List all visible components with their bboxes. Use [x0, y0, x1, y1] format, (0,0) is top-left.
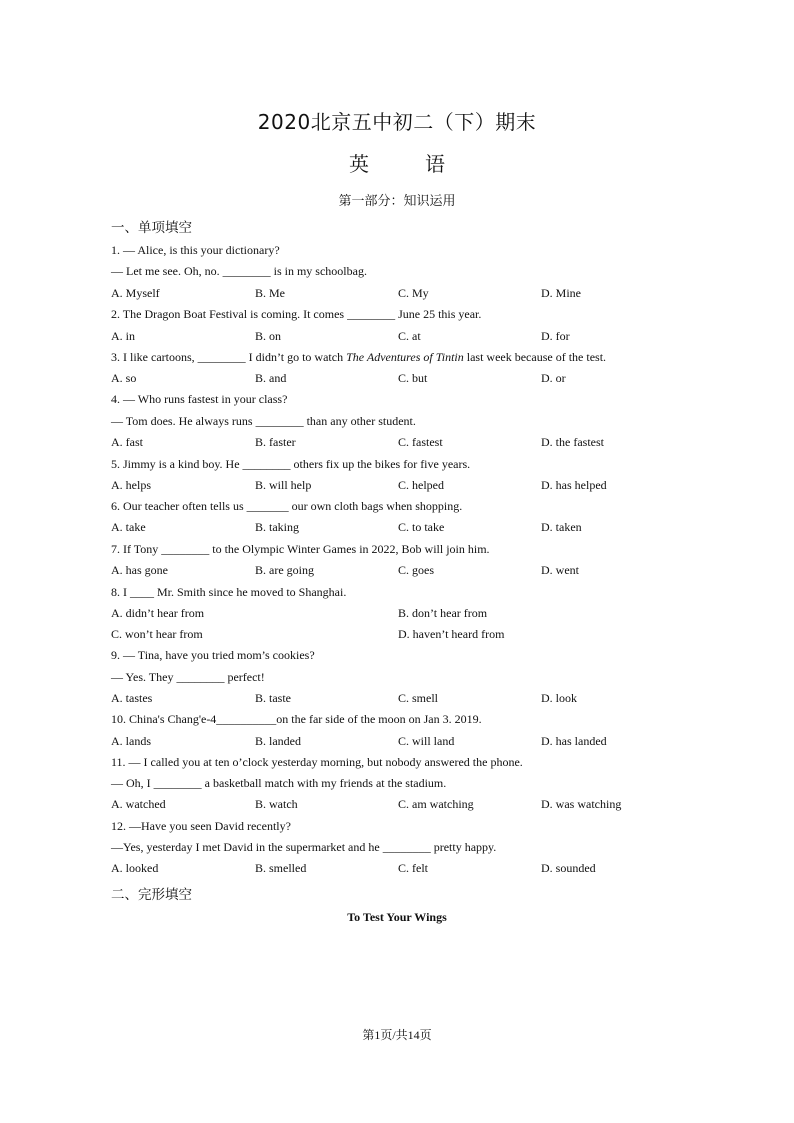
option-c: C. goes — [398, 563, 434, 577]
question-line: 7. If Tony ________ to the Olympic Winter Games in 2022, Bob will join him. — [111, 542, 490, 556]
question-line: 2. The Dragon Boat Festival is coming. It comes ________ June 25 this year. — [111, 307, 482, 321]
question-line: —Yes, yesterday I met David in the supermarket and he ________ pretty happy. — [111, 840, 497, 854]
option-d: D. haven’t heard from — [398, 627, 505, 641]
option-b: B. Me — [255, 286, 285, 300]
question-line: 1. — Alice, is this your dictionary? — [111, 243, 280, 257]
option-b: B. don’t hear from — [398, 606, 488, 620]
option-c: C. will land — [398, 734, 455, 748]
subject-char-2: 语 — [425, 152, 445, 176]
question-line — [111, 350, 606, 365]
option-d: D. was watching — [541, 797, 622, 811]
option-c: C. to take — [398, 520, 445, 534]
option-a: A. helps — [111, 478, 151, 492]
film-title: The Adventures of Tintin — [346, 350, 464, 364]
option-c: C. am watching — [398, 797, 474, 811]
option-c: C. fastest — [398, 435, 443, 449]
option-b: B. faster — [255, 435, 296, 449]
question-line: 4. — Who runs fastest in your class? — [111, 392, 288, 406]
question-line: 10. China's Chang'e-4__________on the far side of the moon on Jan 3. 2019. — [111, 712, 482, 726]
option-d: D. went — [541, 563, 579, 577]
page-title: 2020北京五中初二（下）期末 — [257, 110, 537, 134]
option-a: A. in — [111, 329, 135, 343]
option-c: C. won’t hear from — [111, 627, 203, 641]
option-b: B. and — [255, 371, 287, 385]
option-a: A. tastes — [111, 691, 153, 705]
option-d: D. taken — [541, 520, 582, 534]
section-heading-1: 一、单项填空 — [111, 220, 192, 236]
question-text: 3. I like cartoons, ________ I didn’t go to watch — [111, 350, 347, 364]
option-d: D. the fastest — [541, 435, 604, 449]
section-heading-2: 二、完形填空 — [111, 887, 192, 903]
option-d: D. look — [541, 691, 577, 705]
question-line: — Let me see. Oh, no. ________ is in my schoolbag. — [111, 264, 367, 278]
passage-title: To Test Your Wings — [347, 910, 447, 924]
page-footer: 第1页/共14页 — [362, 1028, 432, 1042]
question-line: 12. —Have you seen David recently? — [111, 819, 291, 833]
option-d: D. or — [541, 371, 566, 385]
subject-title — [0, 148, 794, 177]
subject-char-1: 英 — [349, 152, 369, 176]
option-c: C. at — [398, 329, 421, 343]
option-b: B. will help — [255, 478, 312, 492]
option-a: A. lands — [111, 734, 151, 748]
question-line: 11. — I called you at ten o’clock yesterday morning, but nobody answered the phone. — [111, 755, 523, 769]
option-d: D. has helped — [541, 478, 607, 492]
option-b: B. watch — [255, 797, 298, 811]
option-a: A. has gone — [111, 563, 168, 577]
option-a: A. Myself — [111, 286, 160, 300]
question-line: — Oh, I ________ a basketball match with my friends at the stadium. — [111, 776, 447, 790]
option-a: A. didn’t hear from — [111, 606, 205, 620]
option-b: B. taking — [255, 520, 299, 534]
option-b: B. on — [255, 329, 282, 343]
option-c: C. My — [398, 286, 429, 300]
option-b: B. taste — [255, 691, 291, 705]
option-a: A. fast — [111, 435, 143, 449]
question-line: 9. — Tina, have you tried mom’s cookies? — [111, 648, 315, 662]
option-b: B. smelled — [255, 861, 307, 875]
option-b: B. are going — [255, 563, 314, 577]
option-d: D. for — [541, 329, 570, 343]
option-c: C. smell — [398, 691, 439, 705]
option-c: C. helped — [398, 478, 444, 492]
option-a: A. watched — [111, 797, 166, 811]
question-line: — Yes. They ________ perfect! — [111, 670, 265, 684]
question-text: last week because of the test. — [463, 350, 607, 364]
option-c: C. felt — [398, 861, 428, 875]
option-d: D. Mine — [541, 286, 581, 300]
question-line: 6. Our teacher often tells us _______ our own cloth bags when shopping. — [111, 499, 463, 513]
part-heading: 第一部分：知识运用 — [338, 194, 456, 209]
option-a: A. so — [111, 371, 137, 385]
question-line: 5. Jimmy is a kind boy. He ________ others fix up the bikes for five years. — [111, 457, 471, 471]
option-d: D. has landed — [541, 734, 607, 748]
option-d: D. sounded — [541, 861, 596, 875]
option-a: A. take — [111, 520, 146, 534]
question-line: — Tom does. He always runs ________ than any other student. — [111, 414, 416, 428]
question-line: 8. I ____ Mr. Smith since he moved to Shanghai. — [111, 585, 347, 599]
option-b: B. landed — [255, 734, 301, 748]
option-a: A. looked — [111, 861, 159, 875]
option-c: C. but — [398, 371, 428, 385]
